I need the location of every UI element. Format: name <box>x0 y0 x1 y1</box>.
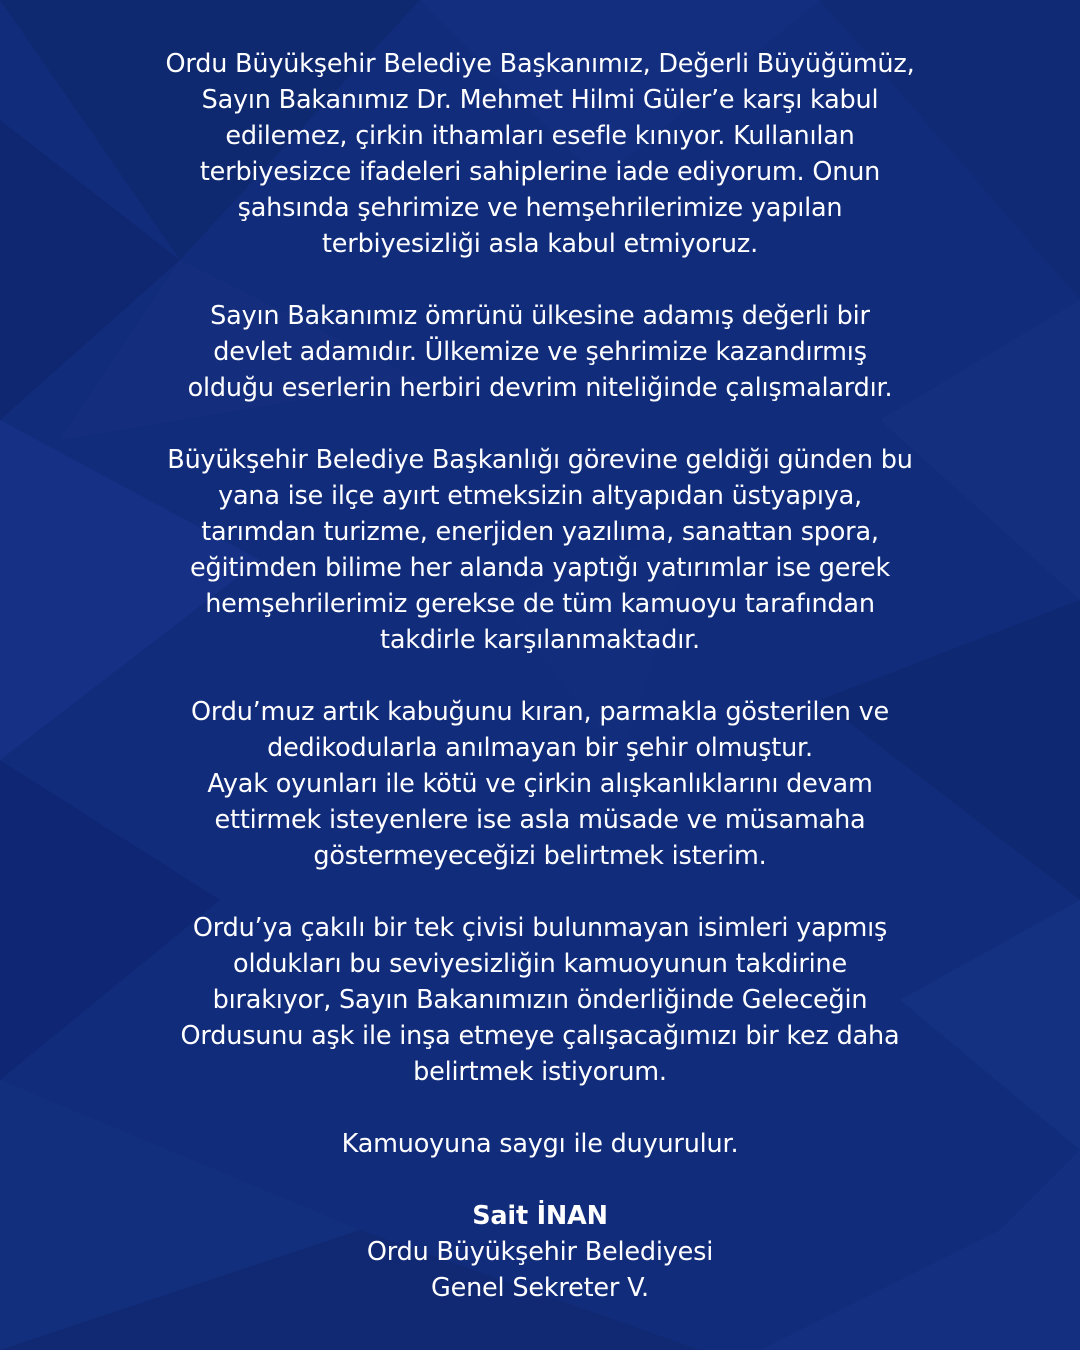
text-line: Ayak oyunları ile kötü ve çirkin alışkanlıklarını devam <box>207 769 873 799</box>
text-line: bırakıyor, Sayın Bakanımızın önderliğinde Geleceğin <box>212 985 868 1015</box>
signature-organization: Ordu Büyükşehir Belediyesi <box>366 1237 714 1267</box>
paragraph-1 <box>60 46 1020 262</box>
paragraph-4 <box>60 694 1020 874</box>
text-line: Sayın Bakanımız ömrünü ülkesine adamış değerli bir <box>210 301 870 331</box>
text-line: hemşehrilerimiz gerekse de tüm kamuoyu tarafından <box>205 589 875 619</box>
text-line: eğitimden bilime her alanda yaptığı yatırımlar ise gerek <box>189 553 891 583</box>
text-line: edilemez, çirkin ithamları esefle kınıyor. Kullanılan <box>225 121 855 151</box>
text-line: Ordusunu aşk ile inşa etmeye çalışacağımızı bir kez daha <box>180 1021 900 1051</box>
text-line: devlet adamıdır. Ülkemize ve şehrimize kazandırmış <box>213 337 867 367</box>
text-line: Kamuoyuna saygı ile duyurulur. <box>341 1129 739 1159</box>
text-line: tarımdan turizme, enerjiden yazılıma, sanattan spora, <box>201 517 879 547</box>
signature-name: Sait İNAN <box>472 1201 608 1231</box>
text-line: terbiyesizliği asla kabul etmiyoruz. <box>322 229 758 259</box>
text-line: terbiyesizce ifadeleri sahiplerine iade ediyorum. Onun <box>199 157 881 187</box>
text-line: Ordu’ya çakılı bir tek çivisi bulunmayan isimleri yapmış <box>192 913 888 943</box>
text-line: göstermeyeceğizi belirtmek isterim. <box>313 841 767 871</box>
text-line: Ordu Büyükşehir Belediye Başkanımız, Değerli Büyüğümüz, <box>165 49 915 79</box>
text-line: Ordu’muz artık kabuğunu kıran, parmakla gösterilen ve <box>191 697 889 727</box>
text-line: dedikodularla anılmayan bir şehir olmuştur. <box>267 733 813 763</box>
paragraph-2 <box>60 298 1020 406</box>
closing-line <box>60 1126 1020 1162</box>
text-line: belirtmek istiyorum. <box>413 1057 667 1087</box>
text-line: takdirle karşılanmaktadır. <box>380 625 700 655</box>
text-line: olduğu eserlerin herbiri devrim niteliğinde çalışmalardır. <box>187 373 893 403</box>
paragraph-5 <box>60 910 1020 1090</box>
paragraph-3 <box>60 442 1020 658</box>
text-line: oldukları bu seviyesizliğin kamuoyunun takdirine <box>233 949 847 979</box>
text-line: şahsında şehrimize ve hemşehrilerimize yapılan <box>237 193 843 223</box>
text-line: ettirmek isteyenlere ise asla müsade ve müsamaha <box>214 805 866 835</box>
signature-block <box>60 1198 1020 1306</box>
text-line: Büyükşehir Belediye Başkanlığı görevine geldiği günden bu <box>167 445 913 475</box>
text-line: yana ise ilçe ayırt etmeksizin altyapıdan üstyapıya, <box>218 481 862 511</box>
signature-title: Genel Sekreter V. <box>431 1273 649 1303</box>
text-line: Sayın Bakanımız Dr. Mehmet Hilmi Güler’e karşı kabul <box>201 85 879 115</box>
